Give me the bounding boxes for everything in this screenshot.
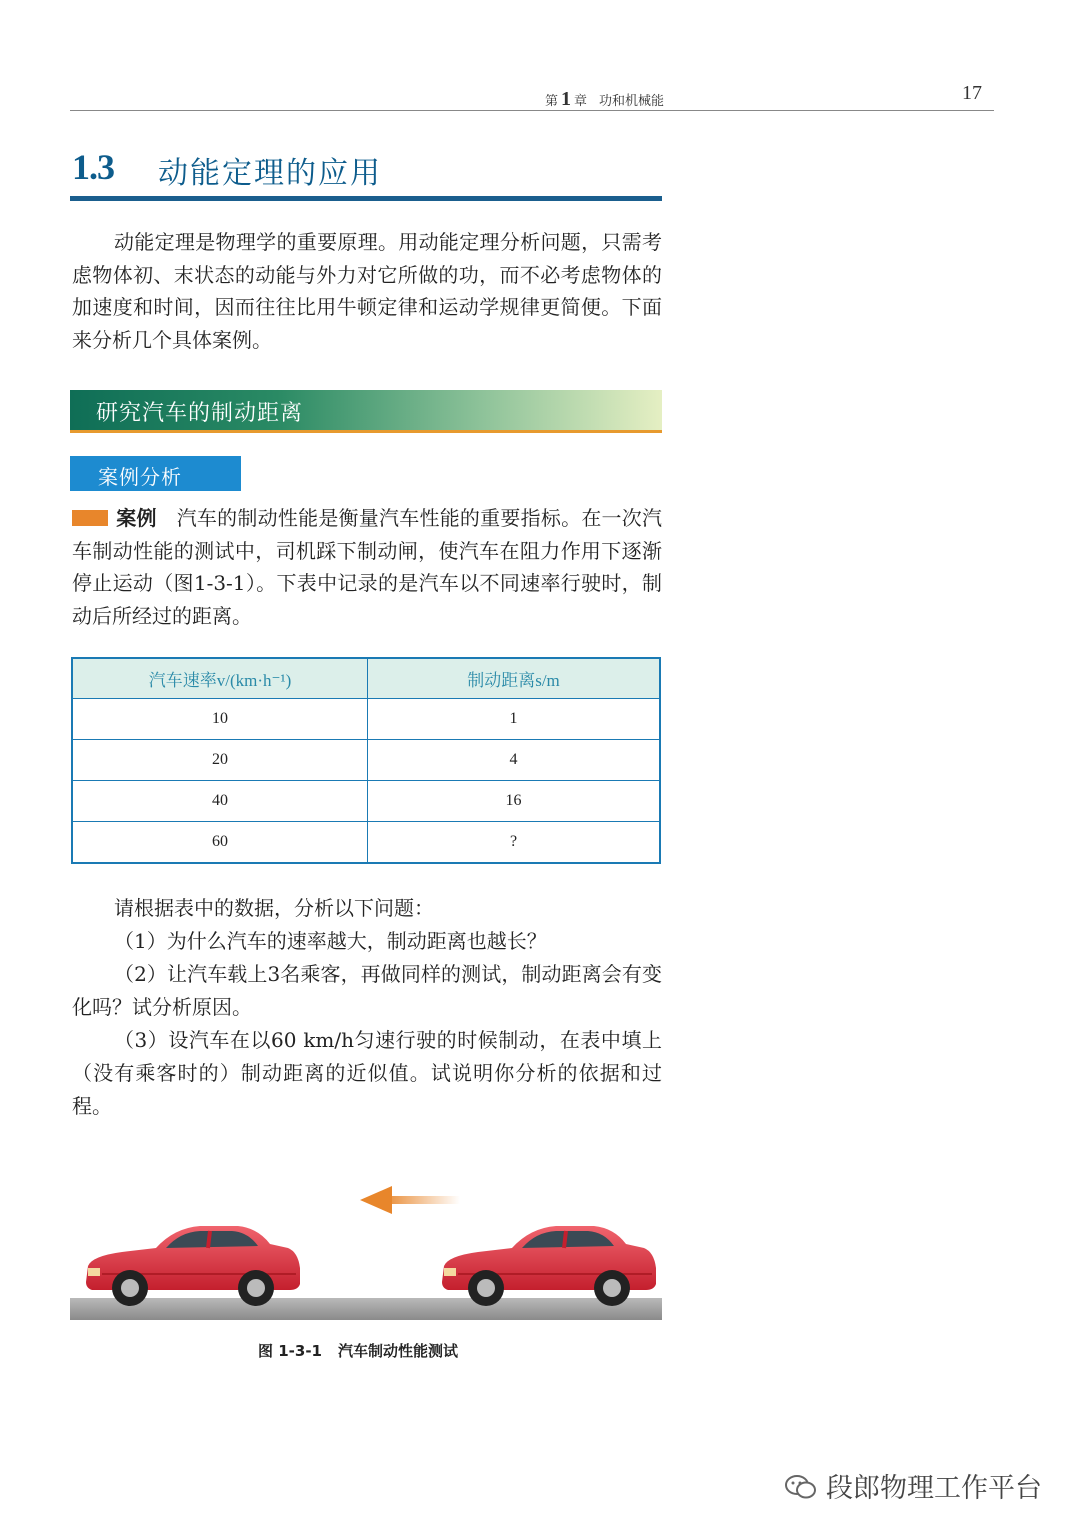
question-3: （3）设汽车在以60 km/h匀速行驶的时候制动，在表中填上（没有乘客时的）制动距离的近似值。试说明你分析的依据和过程。 — [72, 1028, 662, 1118]
case-text: 汽车的制动性能是衡量汽车性能的重要指标。在一次汽车制动性能的测试中，司机踩下制动闸，使汽车在阻力作用下逐渐停止运动（图1-3-1）。下表中记录的是汽车以不同速率行驶时，制动后所经过的距离。 — [72, 506, 663, 628]
case-analysis-tag — [70, 456, 241, 491]
cell-distance: 4 — [368, 740, 661, 781]
case-label: 案例 — [116, 506, 157, 530]
braking-illustration — [70, 1180, 662, 1325]
chapter-title: 功和机械能 — [598, 94, 664, 109]
case-analysis-title: 案例分析 — [98, 465, 182, 489]
question-2: （2）让汽车载上3名乘客，再做同样的测试，制动距离会有变化吗？试分析原因。 — [72, 962, 662, 1019]
chapter-label — [545, 88, 664, 111]
header-distance: 制动距离s/m — [368, 658, 661, 699]
case-paragraph — [72, 502, 662, 632]
wechat-icon — [784, 1473, 818, 1501]
cell-speed: 60 — [72, 822, 368, 864]
cell-distance: 16 — [368, 781, 661, 822]
figure-number: 图 1-3-1 — [258, 1342, 322, 1360]
chapter-prefix: 第 — [544, 94, 558, 109]
cell-distance: 1 — [368, 699, 661, 740]
running-header — [70, 84, 994, 111]
table-row — [72, 781, 660, 822]
table-row — [72, 699, 660, 740]
watermark — [784, 1466, 1042, 1505]
section-rule — [70, 196, 662, 201]
cell-speed: 20 — [72, 740, 368, 781]
cell-distance: ? — [368, 822, 661, 864]
chapter-number: 1 — [560, 88, 571, 110]
road — [70, 1298, 662, 1320]
motion-arrow-icon — [360, 1186, 460, 1214]
figure-title: 汽车制动性能测试 — [338, 1342, 459, 1360]
table-header-row — [72, 658, 660, 699]
section-title: 动能定理的应用 — [158, 156, 382, 191]
cell-speed: 10 — [72, 699, 368, 740]
cell-speed: 40 — [72, 781, 368, 822]
page-number: 17 — [962, 82, 982, 104]
section-number: 1.3 — [72, 147, 114, 187]
car-moving — [442, 1226, 656, 1306]
header-speed: 汽车速率v/(km·h⁻¹) — [72, 658, 368, 699]
case-marker-icon — [72, 510, 108, 526]
car-stopped — [86, 1226, 300, 1306]
question-1: （1）为什么汽车的速率越大，制动距离也越长？ — [114, 929, 547, 953]
table-row — [72, 822, 660, 864]
subsection-band — [70, 390, 662, 433]
intro-paragraph: 动能定理是物理学的重要原理。用动能定理分析问题，只需考虑物体初、末状态的动能与外力对它所做的功，而不必考虑物体的加速度和时间，因而往往比用牛顿定律和运动学规律更简便。下面来分析几个具体案例。 — [72, 230, 662, 352]
table-row — [72, 740, 660, 781]
figure-caption — [258, 1340, 458, 1361]
chapter-suffix: 章 — [573, 94, 587, 109]
watermark-text: 段郎物理工作平台 — [826, 1473, 1042, 1504]
questions-lead: 请根据表中的数据，分析以下问题： — [114, 896, 434, 920]
subsection-title: 研究汽车的制动距离 — [96, 401, 304, 426]
braking-table — [71, 657, 661, 864]
